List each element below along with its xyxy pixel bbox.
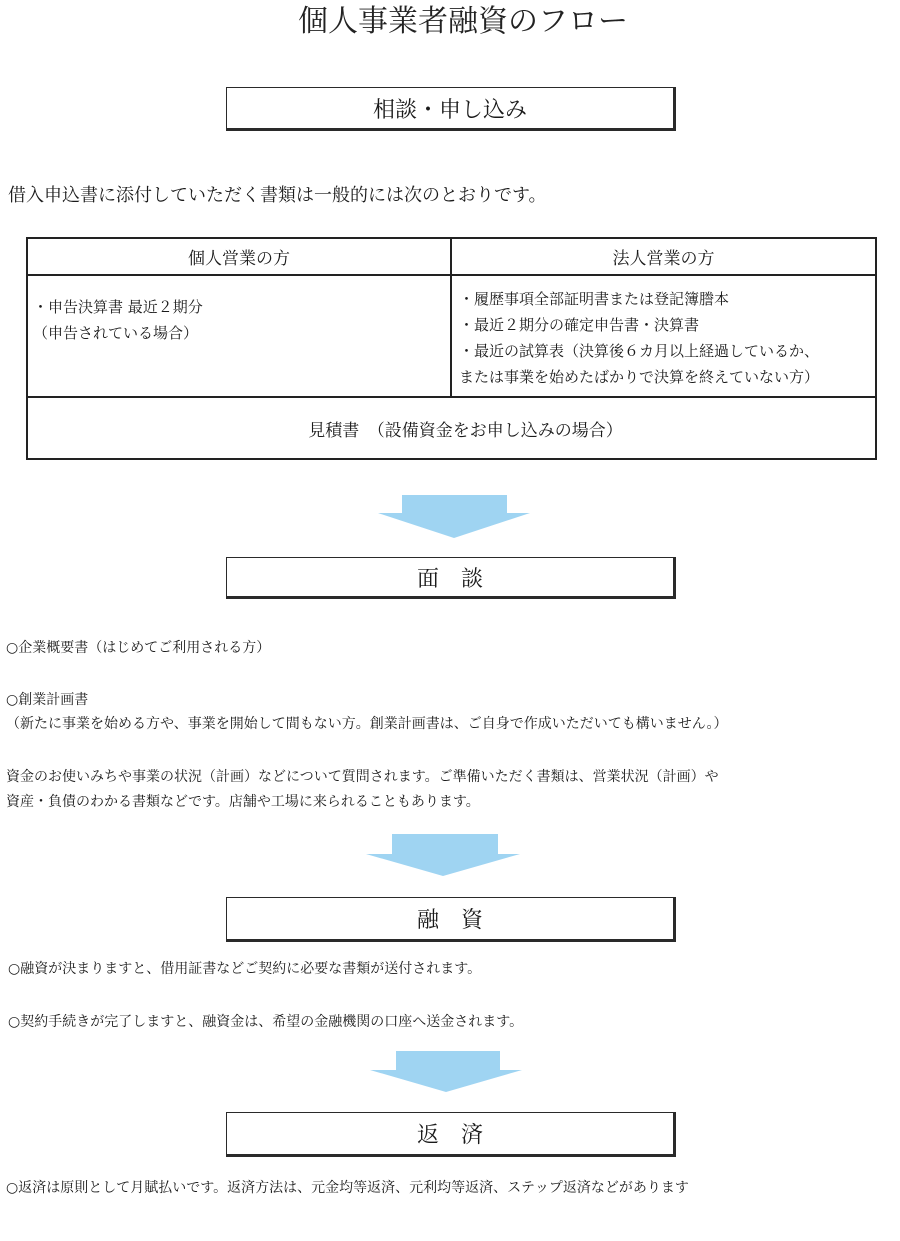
- corporate-doc-line: または事業を始めたばかりで決算を終えていない方）: [459, 368, 820, 386]
- loan-note: ○契約手続きが完了しますと、融資金は、希望の金融機関の口座へ送金されます。: [8, 1014, 524, 1030]
- table-footer-estimate: 見積書 （設備資金をお申し込みの場合）: [308, 420, 623, 441]
- step-interview-box: [226, 557, 676, 599]
- step-consultation-label: 相談・申し込み: [372, 97, 527, 123]
- interview-note: 資金のお使いみちや事業の状況（計画）などについて質問されます。ご準備いただく書類は、営業状況（計画）や: [6, 769, 719, 785]
- step-consultation-box: [226, 87, 676, 131]
- corporate-doc-line: ・最近２期分の確定申告書・決算書: [459, 316, 700, 334]
- corporate-doc-line: ・履歴事項全部証明書または登記簿謄本: [459, 290, 730, 308]
- table-cell-corporate: [452, 276, 875, 398]
- loan-note: ○融資が決まりますと、借用証書などご契約に必要な書類が送付されます。: [8, 961, 482, 977]
- interview-note: ○創業計画書: [6, 692, 89, 708]
- interview-note: （新たに事業を始める方や、事業を開始して間もない方。創業計画書は、ご自身で作成いただいても構いません。）: [6, 716, 728, 732]
- interview-note: 資産・負債のわかる書類などです。店舗や工場に来られることもあります。: [6, 794, 480, 810]
- individual-doc-line: ・申告決算書 最近２期分: [33, 298, 203, 316]
- corporate-doc-line: ・最近の試算表（決算後６カ月以上経過しているか、: [459, 342, 820, 360]
- step-loan-box: [226, 897, 676, 942]
- repayment-note: ○返済は原則として月賦払いです。返済方法は、元金均等返済、元利均等返済、ステップ返済などがあります: [6, 1180, 689, 1196]
- table-header-individual: 個人営業の方: [28, 239, 452, 276]
- page-title: 個人事業者融資のフロー: [298, 4, 628, 39]
- down-arrow-icon: [364, 834, 522, 878]
- step-repayment-box: [226, 1112, 676, 1157]
- required-documents-table: [26, 237, 877, 460]
- interview-note: ○企業概要書（はじめてご利用される方）: [6, 640, 271, 656]
- documents-intro: 借入申込書に添付していただく書類は一般的には次のとおりです。: [8, 185, 547, 206]
- down-arrow-icon: [376, 495, 532, 539]
- step-repayment-label: 返 済: [416, 1123, 483, 1148]
- table-header-corporate: 法人営業の方: [452, 239, 875, 276]
- step-interview-label: 面 談: [416, 566, 483, 592]
- down-arrow-icon: [368, 1051, 524, 1094]
- table-cell-individual: [28, 276, 452, 398]
- individual-doc-line: （申告されている場合）: [33, 324, 199, 342]
- step-loan-label: 融 資: [416, 908, 483, 933]
